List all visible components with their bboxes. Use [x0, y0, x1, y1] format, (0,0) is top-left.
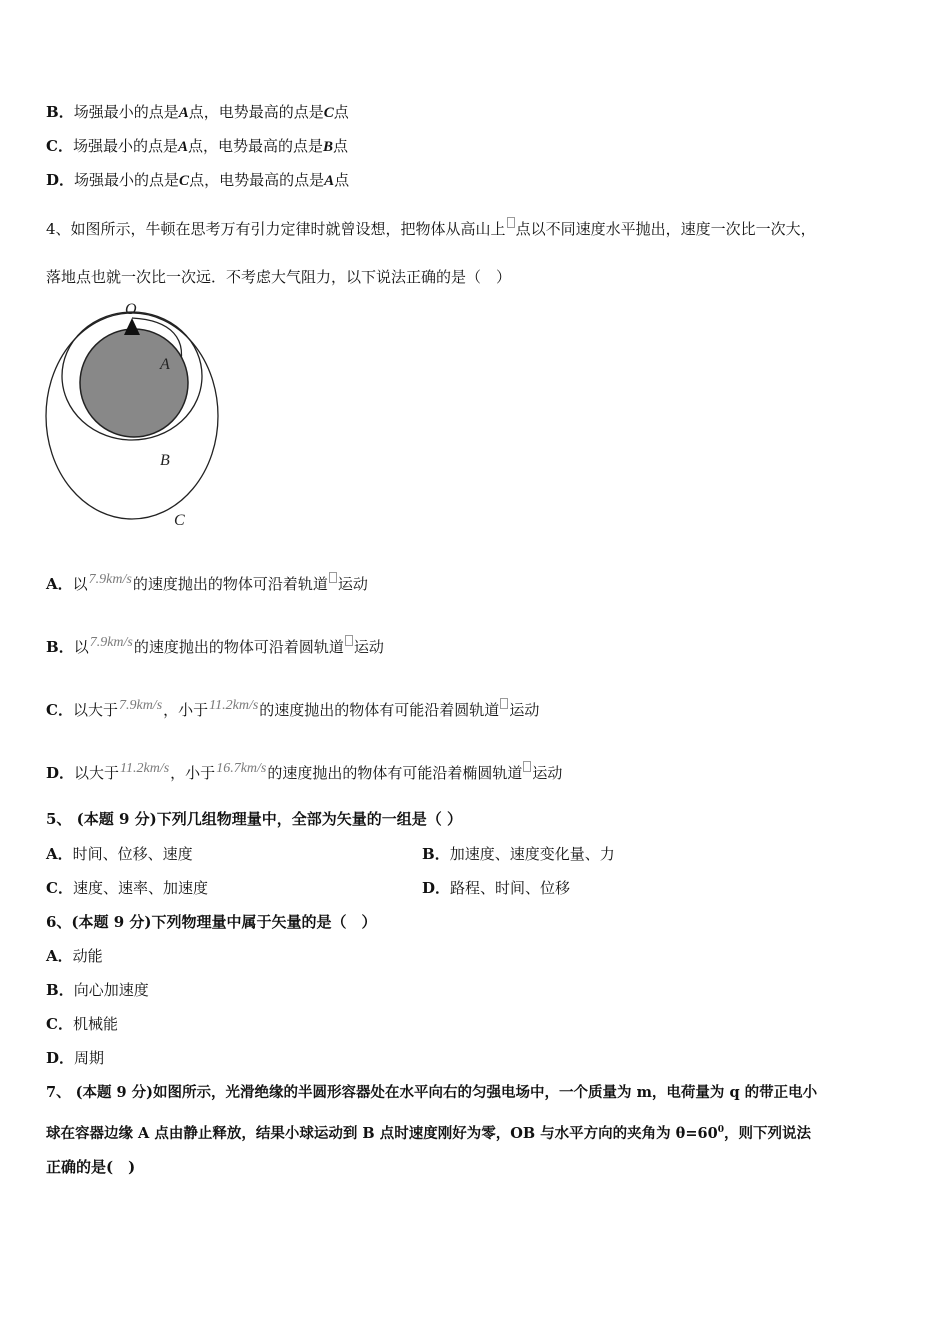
q3-option-c: C．场强最小的点是A点，电势最高的点是B点	[46, 137, 349, 155]
q7-stem-line2: 球在容器边缘 A 点由静止释放，结果小球运动到 B 点时速度刚好为零，OB 与水平方向的夹角为 $\theta=60^0$，则下列说法	[46, 1125, 811, 1142]
q3-option-d: D．场强最小的点是C点，电势最高的点是A点	[46, 171, 350, 189]
placeholder-box-icon	[507, 217, 515, 228]
q4-stem-line2: 落地点也就一次比一次远．不考虑大气阻力，以下说法正确的是（ ）	[46, 268, 512, 286]
placeholder-box-icon	[345, 635, 353, 646]
q6-option-a: A．动能	[46, 947, 103, 965]
q6-option-d: D．周期	[46, 1049, 105, 1067]
label-b: B	[160, 452, 170, 469]
label-c: C	[174, 512, 185, 529]
q7-stem-line3: 正确的是( )	[46, 1158, 136, 1176]
q5-option-a: A．时间、位移、速度	[46, 845, 193, 863]
earth-circle	[80, 329, 188, 437]
q4-option-d: D．以大于11.2km/s，小于16.7km/s的速度抛出的物体有可能沿着椭圆轨道 运动	[46, 761, 563, 782]
mountain-triangle	[124, 318, 140, 335]
q6-stem: 6、(本题 9 分)下列物理量中属于矢量的是（ ）	[46, 913, 377, 931]
q4-option-a: A．以7.9km/s的速度抛出的物体可沿着轨道 运动	[46, 572, 368, 593]
q5-option-d: D．路程、时间、位移	[422, 879, 571, 897]
q6-option-b: B．向心加速度	[46, 981, 149, 999]
placeholder-box-icon	[500, 698, 508, 709]
q4-stem-line1: 4、如图所示，牛顿在思考万有引力定律时就曾设想，把物体从高山上 点以不同速度水平抛出，速度一次比一次大，	[46, 217, 816, 239]
q4-option-c: C．以大于7.9km/s，小于11.2km/s的速度抛出的物体有可能沿着圆轨道 运动	[46, 698, 540, 719]
q5-options-row1	[46, 844, 906, 864]
q4-option-b: B．以7.9km/s的速度抛出的物体可沿着圆轨道 运动	[46, 635, 384, 656]
placeholder-box-icon	[523, 761, 531, 772]
label-a: A	[160, 356, 170, 373]
orbit-figure	[40, 298, 230, 533]
q5-options-row2	[46, 878, 906, 898]
q7-stem-line1: 7、 (本题 9 分)如图所示，光滑绝缘的半圆形容器处在水平向右的匀强电场中，一个质量为 m，电荷量为 q 的带正电小	[46, 1084, 818, 1101]
q5-stem: 5、 (本题 9 分)下列几组物理量中，全部为矢量的一组是（ ）	[46, 810, 462, 828]
q6-option-c: C．机械能	[46, 1015, 118, 1033]
label-o: O	[125, 301, 137, 318]
q3-option-b: B．场强最小的点是A点，电势最高的点是C点	[46, 103, 349, 121]
placeholder-box-icon	[329, 572, 337, 583]
q5-option-c: C．速度、速率、加速度	[46, 879, 208, 897]
q5-option-b: B．加速度、速度变化量、力	[422, 845, 615, 863]
